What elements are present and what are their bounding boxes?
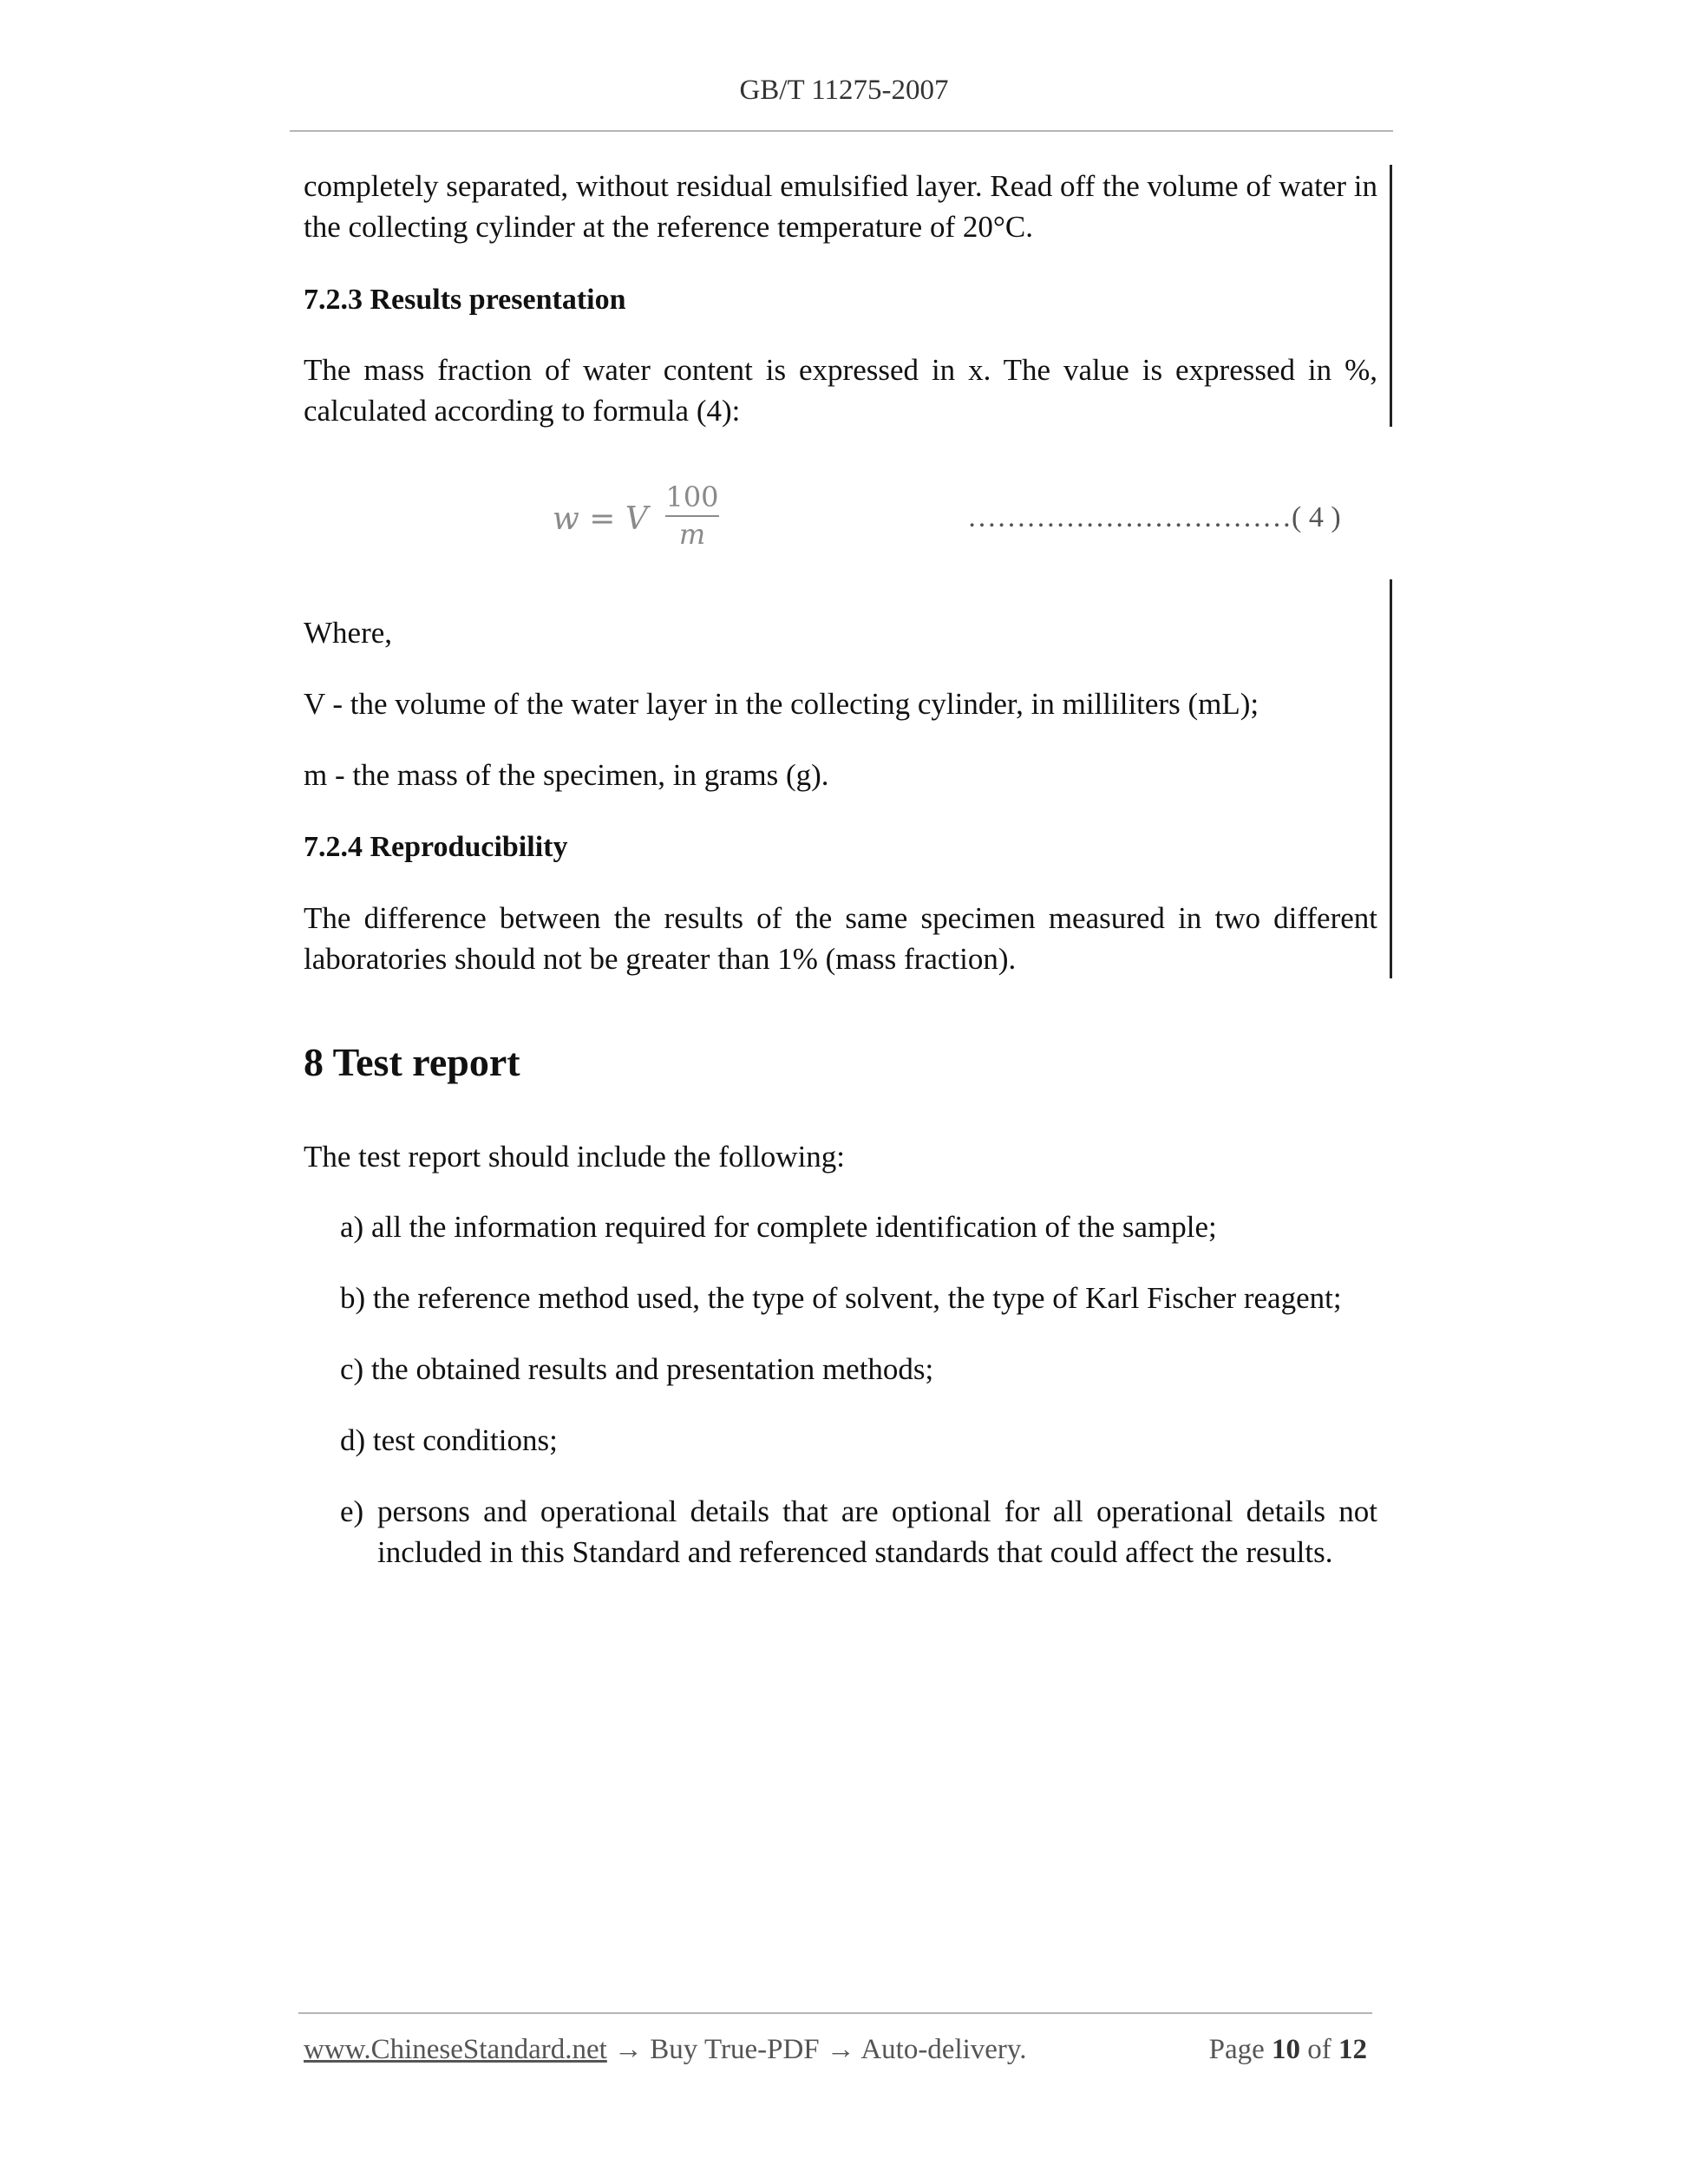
page-label: Page <box>1208 2034 1265 2065</box>
page-total: 12 <box>1338 2034 1367 2065</box>
formula-reference <box>967 501 1341 534</box>
footer-divider <box>298 2012 1372 2014</box>
continued-paragraph: completely separated, without residual emulsified layer. Read off the volume of water in the collecting cylinder at the reference temperature of 20°C. <box>304 169 1377 244</box>
formula-denominator: m <box>678 518 706 551</box>
list-item <box>340 1349 1377 1390</box>
mass-fraction-paragraph: The mass fraction of water content is expressed in x. The value is expressed in %, calculated according to formula (4): <box>304 353 1377 428</box>
page-current: 10 <box>1272 2034 1300 2065</box>
subsection-heading-7-2-3: 7.2.3 Results presentation <box>304 284 626 316</box>
formula-leader-dots: …………………………… <box>967 501 1292 533</box>
subsection-heading-7-2-4: 7.2.4 Reproducibility <box>304 831 568 863</box>
list-item <box>340 1206 1377 1247</box>
delivery-text: Auto-delivery. <box>860 2034 1027 2065</box>
list-item-marker: e) <box>340 1494 364 1528</box>
list-item <box>340 1420 1377 1461</box>
list-item-marker: d) <box>340 1423 366 1457</box>
page-indicator <box>1209 2034 1367 2066</box>
document-id-header: GB/T 11275-2007 <box>739 75 949 106</box>
revision-bar <box>1390 165 1392 427</box>
definition-v: V - the volume of the water layer in the collecting cylinder, in milliliters (mL); <box>304 687 1259 721</box>
report-intro-paragraph: The test report should include the following: <box>304 1140 846 1174</box>
site-link[interactable]: www.ChineseStandard.net <box>304 2034 607 2065</box>
list-item-marker: a) <box>340 1210 364 1244</box>
list-item-text: test conditions; <box>372 1423 558 1457</box>
arrow-right-icon: → <box>614 2034 644 2065</box>
formula-lhs: w = V <box>553 501 648 537</box>
reproducibility-paragraph: The difference between the results of the same specimen measured in two different laboratories should not be greater than 1% (mass fraction). <box>304 901 1377 976</box>
revision-bar <box>1390 579 1392 978</box>
of-label: of <box>1307 2034 1331 2065</box>
list-item <box>340 1491 1377 1573</box>
header-divider <box>290 130 1393 132</box>
list-item-text: persons and operational details that are optional for all operational details not included in this Standard and referenced standards that could affect the results. <box>377 1494 1377 1569</box>
list-item-text: all the information required for complete identification of the sample; <box>370 1210 1217 1244</box>
list-item-text: the reference method used, the type of solvent, the type of Karl Fischer reagent; <box>372 1281 1342 1315</box>
section-heading-8: 8 Test report <box>304 1040 520 1084</box>
footer-promo <box>304 2034 1027 2066</box>
formula-fraction <box>665 481 719 552</box>
list-item <box>340 1278 1377 1318</box>
formula-number: ( 4 ) <box>1292 501 1341 533</box>
definition-m: m - the mass of the specimen, in grams (g). <box>304 758 829 792</box>
list-item-marker: b) <box>340 1281 366 1315</box>
buy-text: Buy True-PDF <box>650 2034 820 2065</box>
arrow-right-icon: → <box>826 2034 855 2065</box>
formula-numerator: 100 <box>665 481 719 517</box>
list-item-marker: c) <box>340 1352 364 1386</box>
where-label: Where, <box>304 616 393 650</box>
list-item-text: the obtained results and presentation methods; <box>370 1352 934 1386</box>
